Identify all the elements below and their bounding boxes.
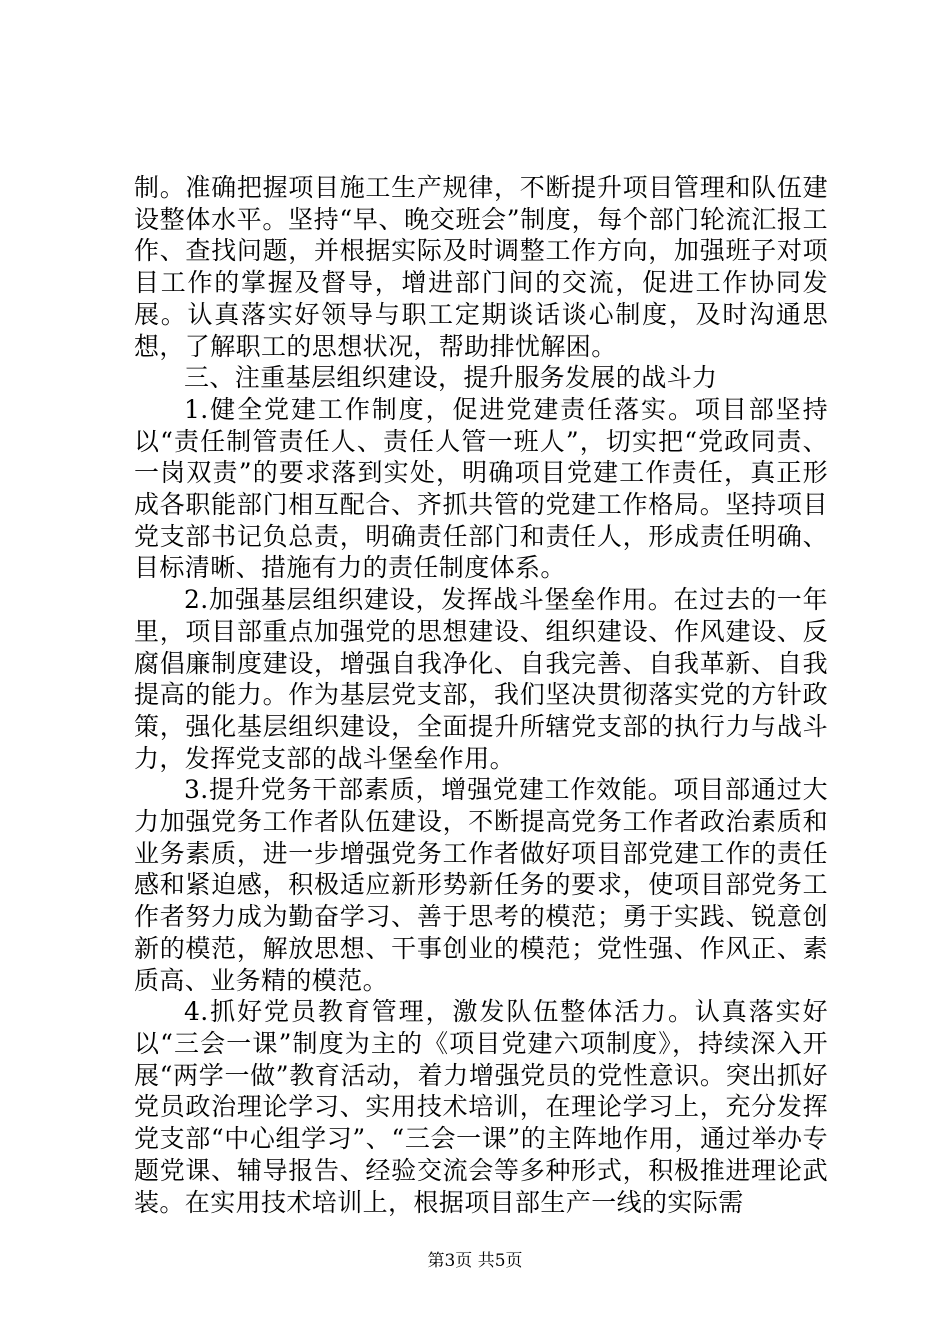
page-number-footer: 第3页 共5页: [427, 1251, 523, 1271]
paragraph-item-4: 4.抓好党员教育管理，激发队伍整体活力。认真落实好以“三会一课”制度为主的《项目党建六项制度》，持续深入开展“两学一做”教育活动，着力增强党员的党性意识。突出抓好党员政治理论学习、实用技术培训，在理论学习上，充分发挥党支部“中心组学习”、“三会一课”的主阵地作用，通过举办专题党课、辅导报告、经验交流会等多种形式，积极推进理论武装。在实用技术培训上，根据项目部生产一线的实际需: [134, 997, 828, 1217]
paragraph-item-1: 1.健全党建工作制度，促进党建责任落实。项目部坚持以“责任制管责任人、责任人管一班人”，切实把“党政同责、一岗双责”的要求落到实处，明确项目党建工作责任，真正形成各职能部门相互配合、齐抓共管的党建工作格局。坚持项目党支部书记负总责，明确责任部门和责任人，形成责任明确、目标清晰、措施有力的责任制度体系。: [134, 394, 828, 583]
paragraph-continuation: 制。准确把握项目施工生产规律，不断提升项目管理和队伍建设整体水平。坚持“早、晚交班会”制度，每个部门轮流汇报工作、查找问题，并根据实际及时调整工作方向，加强班子对项目工作的掌握及督导，增进部门间的交流，促进工作协同发展。认真落实好领导与职工定期谈话谈心制度，及时沟通思想，了解职工的思想状况，帮助排忧解困。: [134, 173, 828, 361]
paragraph-item-2: 2.加强基层组织建设，发挥战斗堡垒作用。在过去的一年里，项目部重点加强党的思想建设、组织建设、作风建设、反腐倡廉制度建设，增强自我净化、自我完善、自我革新、自我提高的能力。作为基层党支部，我们坚决贯彻落实党的方针政策，强化基层组织建设，全面提升所辖党支部的执行力与战斗力，发挥党支部的战斗堡垒作用。: [134, 585, 828, 773]
paragraph-item-3: 3.提升党务干部素质，增强党建工作效能。项目部通过大力加强党务工作者队伍建设，不断提高党务工作者政治素质和业务素质，进一步增强党务工作者做好项目部党建工作的责任感和紧迫感，积极适应新形势新任务的要求，使项目部党务工作者努力成为勤奋学习、善于思考的模范；勇于实践、锐意创新的模范，解放思想、干事创业的模范；党性强、作风正、素质高、业务精的模范。: [134, 775, 828, 995]
section-heading: 三、注重基层组织建设，提升服务发展的战斗力: [184, 363, 718, 393]
document-body: [134, 172, 828, 1218]
